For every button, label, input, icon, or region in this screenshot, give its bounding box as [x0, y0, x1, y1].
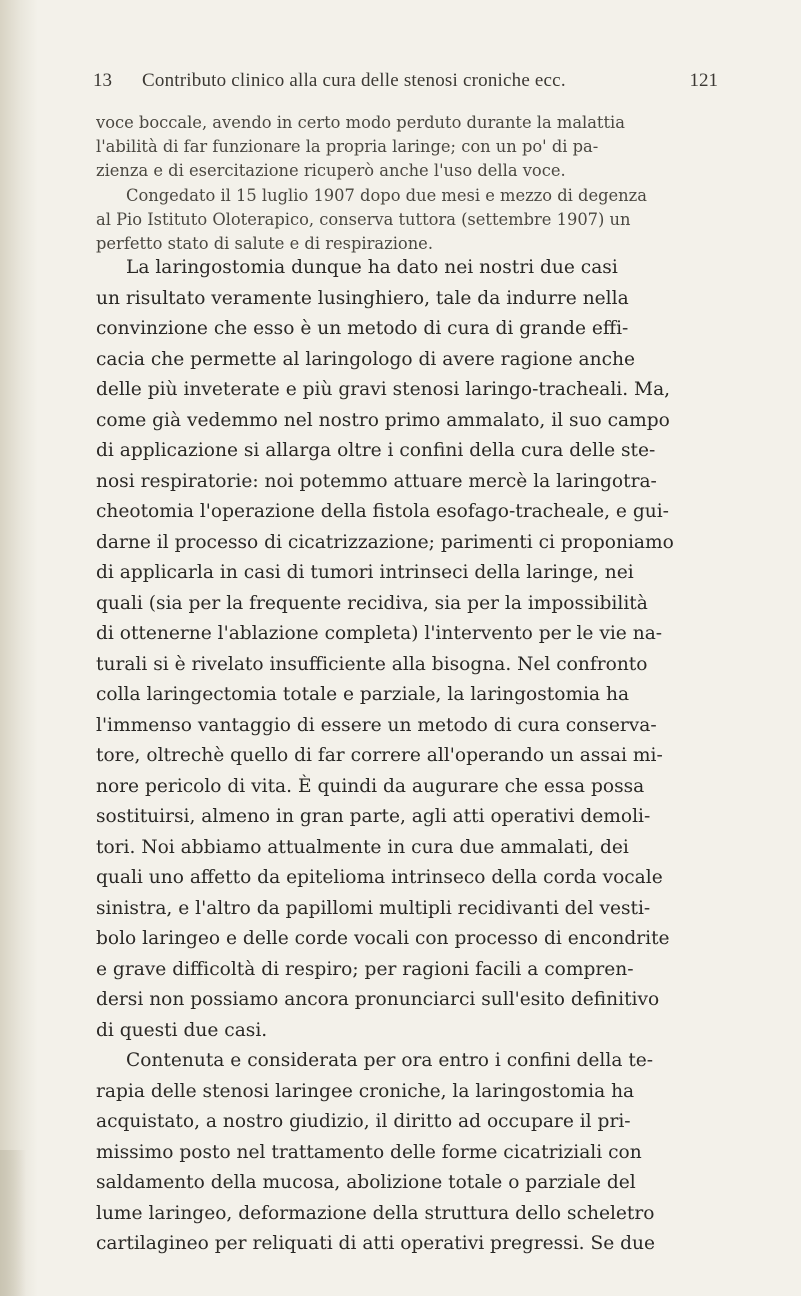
- text-line: e grave difficoltà di respiro; per ragioni facili a compren-: [96, 958, 634, 980]
- paragraph: [96, 253, 710, 1046]
- text-line: nosi respiratorie: noi potemmo attuare mercè la laringotra-: [96, 470, 657, 492]
- text-line: rapia delle stenosi laringee croniche, la laringostomia ha: [96, 1080, 635, 1102]
- text-line: voce boccale, avendo in certo modo perduto durante la malattia: [96, 113, 625, 132]
- text-line: La laringostomia dunque ha dato nei nostri due casi: [126, 257, 618, 278]
- text-line: colla laringectomia totale e parziale, la laringostomia ha: [96, 684, 630, 705]
- text-line: di questi due casi.: [96, 1019, 268, 1041]
- paragraph: [96, 111, 710, 184]
- running-title: Contributo clinico alla cura delle stenosi croniche ecc.: [142, 70, 566, 91]
- text-line: quali uno affetto da epitelioma intrinseco della corda vocale: [96, 867, 663, 888]
- text-line: l'abilità di far funzionare la propria laringe; con un po' di pa-: [96, 137, 599, 157]
- text-line: Contenuta e considerata per ora entro i confini della te-: [126, 1050, 654, 1071]
- text-line: sinistra, e l'altro da papillomi multipli recidivanti del vesti-: [96, 897, 651, 919]
- text-line: Congedato il 15 luglio 1907 dopo due mesi e mezzo di degenza: [126, 185, 647, 205]
- page-number-right: 121: [689, 70, 718, 91]
- text-line: sostituirsi, almeno in gran parte, agli atti operativi demoli-: [96, 806, 651, 827]
- text-line: delle più inveterate e più gravi stenosi laringo-tracheali. Ma,: [96, 379, 671, 400]
- text-line: bolo laringeo e delle corde vocali con processo di encondrite: [96, 928, 670, 949]
- text-line: convinzione che esso è un metodo di cura di grande effi-: [96, 318, 629, 339]
- text-line: un risultato veramente lusinghiero, tale da indurre nella: [96, 287, 629, 309]
- running-header: [93, 70, 718, 100]
- text-line: nore pericolo di vita. È quindi da augurare che essa possa: [96, 775, 645, 797]
- text-line: acquistato, a nostro giudizio, il diritto ad occupare il pri-: [96, 1111, 631, 1132]
- text-line: tori. Noi abbiamo attualmente in cura due ammalati, dei: [96, 836, 629, 858]
- text-line: cheotomia l'operazione della fistola esofago-tracheale, e gui-: [96, 501, 669, 522]
- case-report-paragraphs: [96, 111, 710, 256]
- text-line: di applicazione si allarga oltre i confini della cura delle ste-: [96, 440, 656, 461]
- text-line: cartilagineo per reliquati di atti operativi pregressi. Se due: [96, 1233, 656, 1254]
- page-corner-shadow: [0, 1150, 26, 1296]
- text-line: lume laringeo, deformazione della struttura dello scheletro: [96, 1202, 655, 1224]
- paragraph: [96, 1046, 710, 1260]
- text-line: cacia che permette al laringologo di avere ragione anche: [96, 348, 635, 370]
- text-line: al Pio Istituto Oloterapico, conserva tuttora (settembre 1907) un: [96, 209, 631, 229]
- page-edge-shadow: [0, 0, 38, 1296]
- text-line: quali (sia per la frequente recidiva, sia per la impossibilità: [96, 592, 648, 614]
- text-line: darne il processo di cicatrizzazione; parimenti ci proponiamo: [96, 531, 674, 553]
- text-line: l'immenso vantaggio di essere un metodo di cura conserva-: [96, 714, 657, 736]
- text-line: come già vedemmo nel nostro primo ammalato, il suo campo: [96, 409, 670, 431]
- text-line: di applicarla in casi di tumori intrinseci della laringe, nei: [96, 562, 634, 583]
- text-line: dersi non possiamo ancora pronunciarci sull'esito definitivo: [96, 989, 660, 1010]
- main-body-text: [96, 253, 710, 1260]
- text-line: di ottenerne l'ablazione completa) l'intervento per le vie na-: [96, 623, 663, 644]
- text-line: missimo posto nel trattamento delle forme cicatriziali con: [96, 1141, 642, 1163]
- text-line: zienza e di esercitazione ricuperò anche l'uso della voce.: [96, 161, 566, 181]
- page-number-left: 13: [93, 70, 112, 91]
- paragraph: [96, 184, 710, 257]
- text-line: turali si è rivelato insufficiente alla bisogna. Nel confronto: [96, 653, 648, 675]
- text-line: saldamento della mucosa, abolizione totale o parziale del: [96, 1172, 636, 1193]
- text-line: tore, oltrechè quello di far correre all'operando un assai mi-: [96, 745, 663, 766]
- text-line: perfetto stato di salute e di respirazione.: [96, 234, 433, 254]
